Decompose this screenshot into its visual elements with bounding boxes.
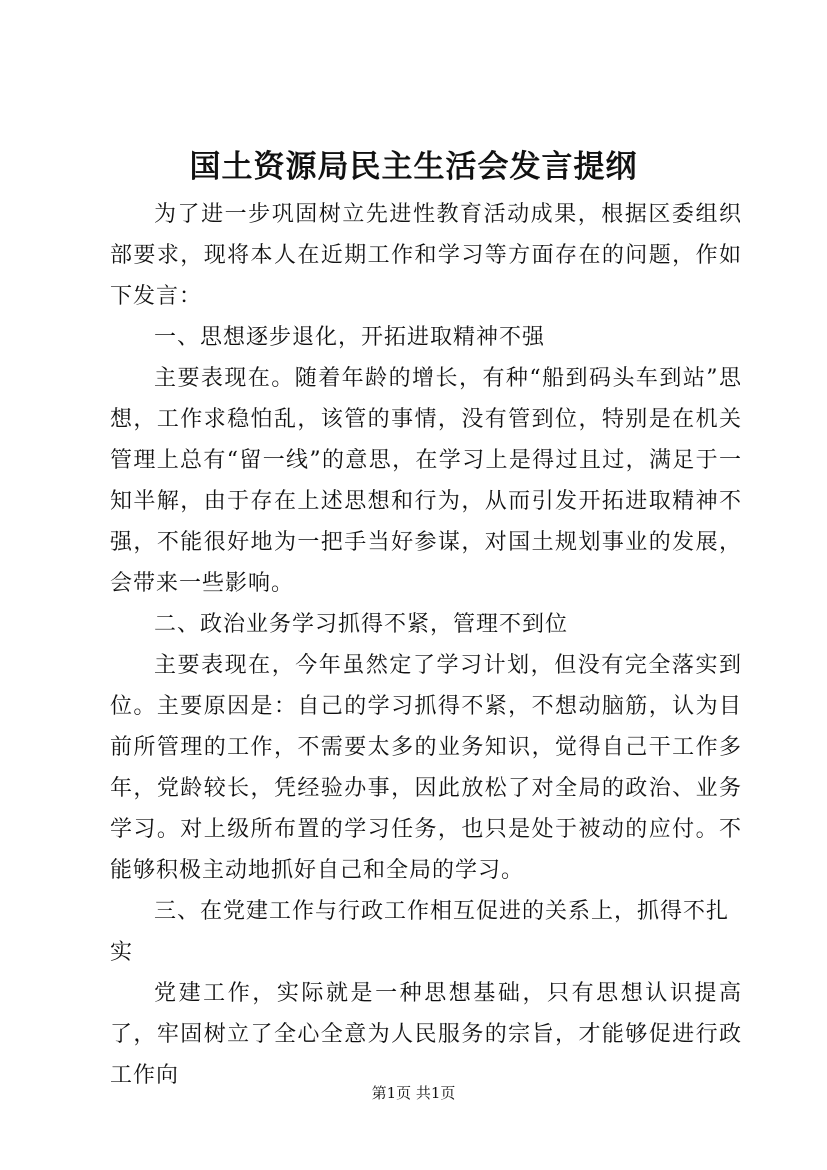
section-2-text: 主要表现在，今年虽然定了学习计划，但没有完全落实到位。主要原因是：自己的学习抓得不紧，不想动脑筋，认为目前所管理的工作，不需要太多的业务知识，觉得自己干工作多年，党龄较长，凭经验办事，因此放松了对全局的政治、业务学习。对上级所布置的学习任务，也只是处于被动的应付。不能够积极主动地抓好自己和全局的学习。: [110, 653, 742, 883]
page-footer: [0, 1083, 827, 1103]
section-1-heading: 一、思想逐步退化，开拓进取精神不强: [154, 325, 546, 350]
page-number-label: 第1页 共1页: [371, 1084, 456, 1102]
section-2-heading: 二、政治业务学习抓得不紧，管理不到位: [154, 612, 569, 637]
section-1-text: 主要表现在。随着年龄的增长，有种“船到码头车到站”思想，工作求稳怕乱，该管的事情，没有管到位，特别是在机关管理上总有“留一线”的意思，在学习上是得过且过，满足于一知半解，由于存在上述思想和行为，从而引发开拓进取精神不强，不能很好地为一把手当好参谋，对国土规划事业的发展，会带来一些影响。: [110, 366, 742, 596]
document-body: [110, 194, 742, 1096]
section-3-heading: 三、在党建工作与行政工作相互促进的关系上，抓得不扎实: [110, 899, 730, 965]
intro-paragraph: 为了进一步巩固树立先进性教育活动成果，根据区委组织部要求，现将本人在近期工作和学习等方面存在的问题，作如下发言：: [110, 202, 742, 309]
document-title: 国土资源局民主生活会发言提纲: [189, 149, 638, 185]
section-3-text: 党建工作，实际就是一种思想基础，只有思想认识提高了，牢固树立了全心全意为人民服务的宗旨，才能够促进行政工作向: [110, 981, 742, 1088]
